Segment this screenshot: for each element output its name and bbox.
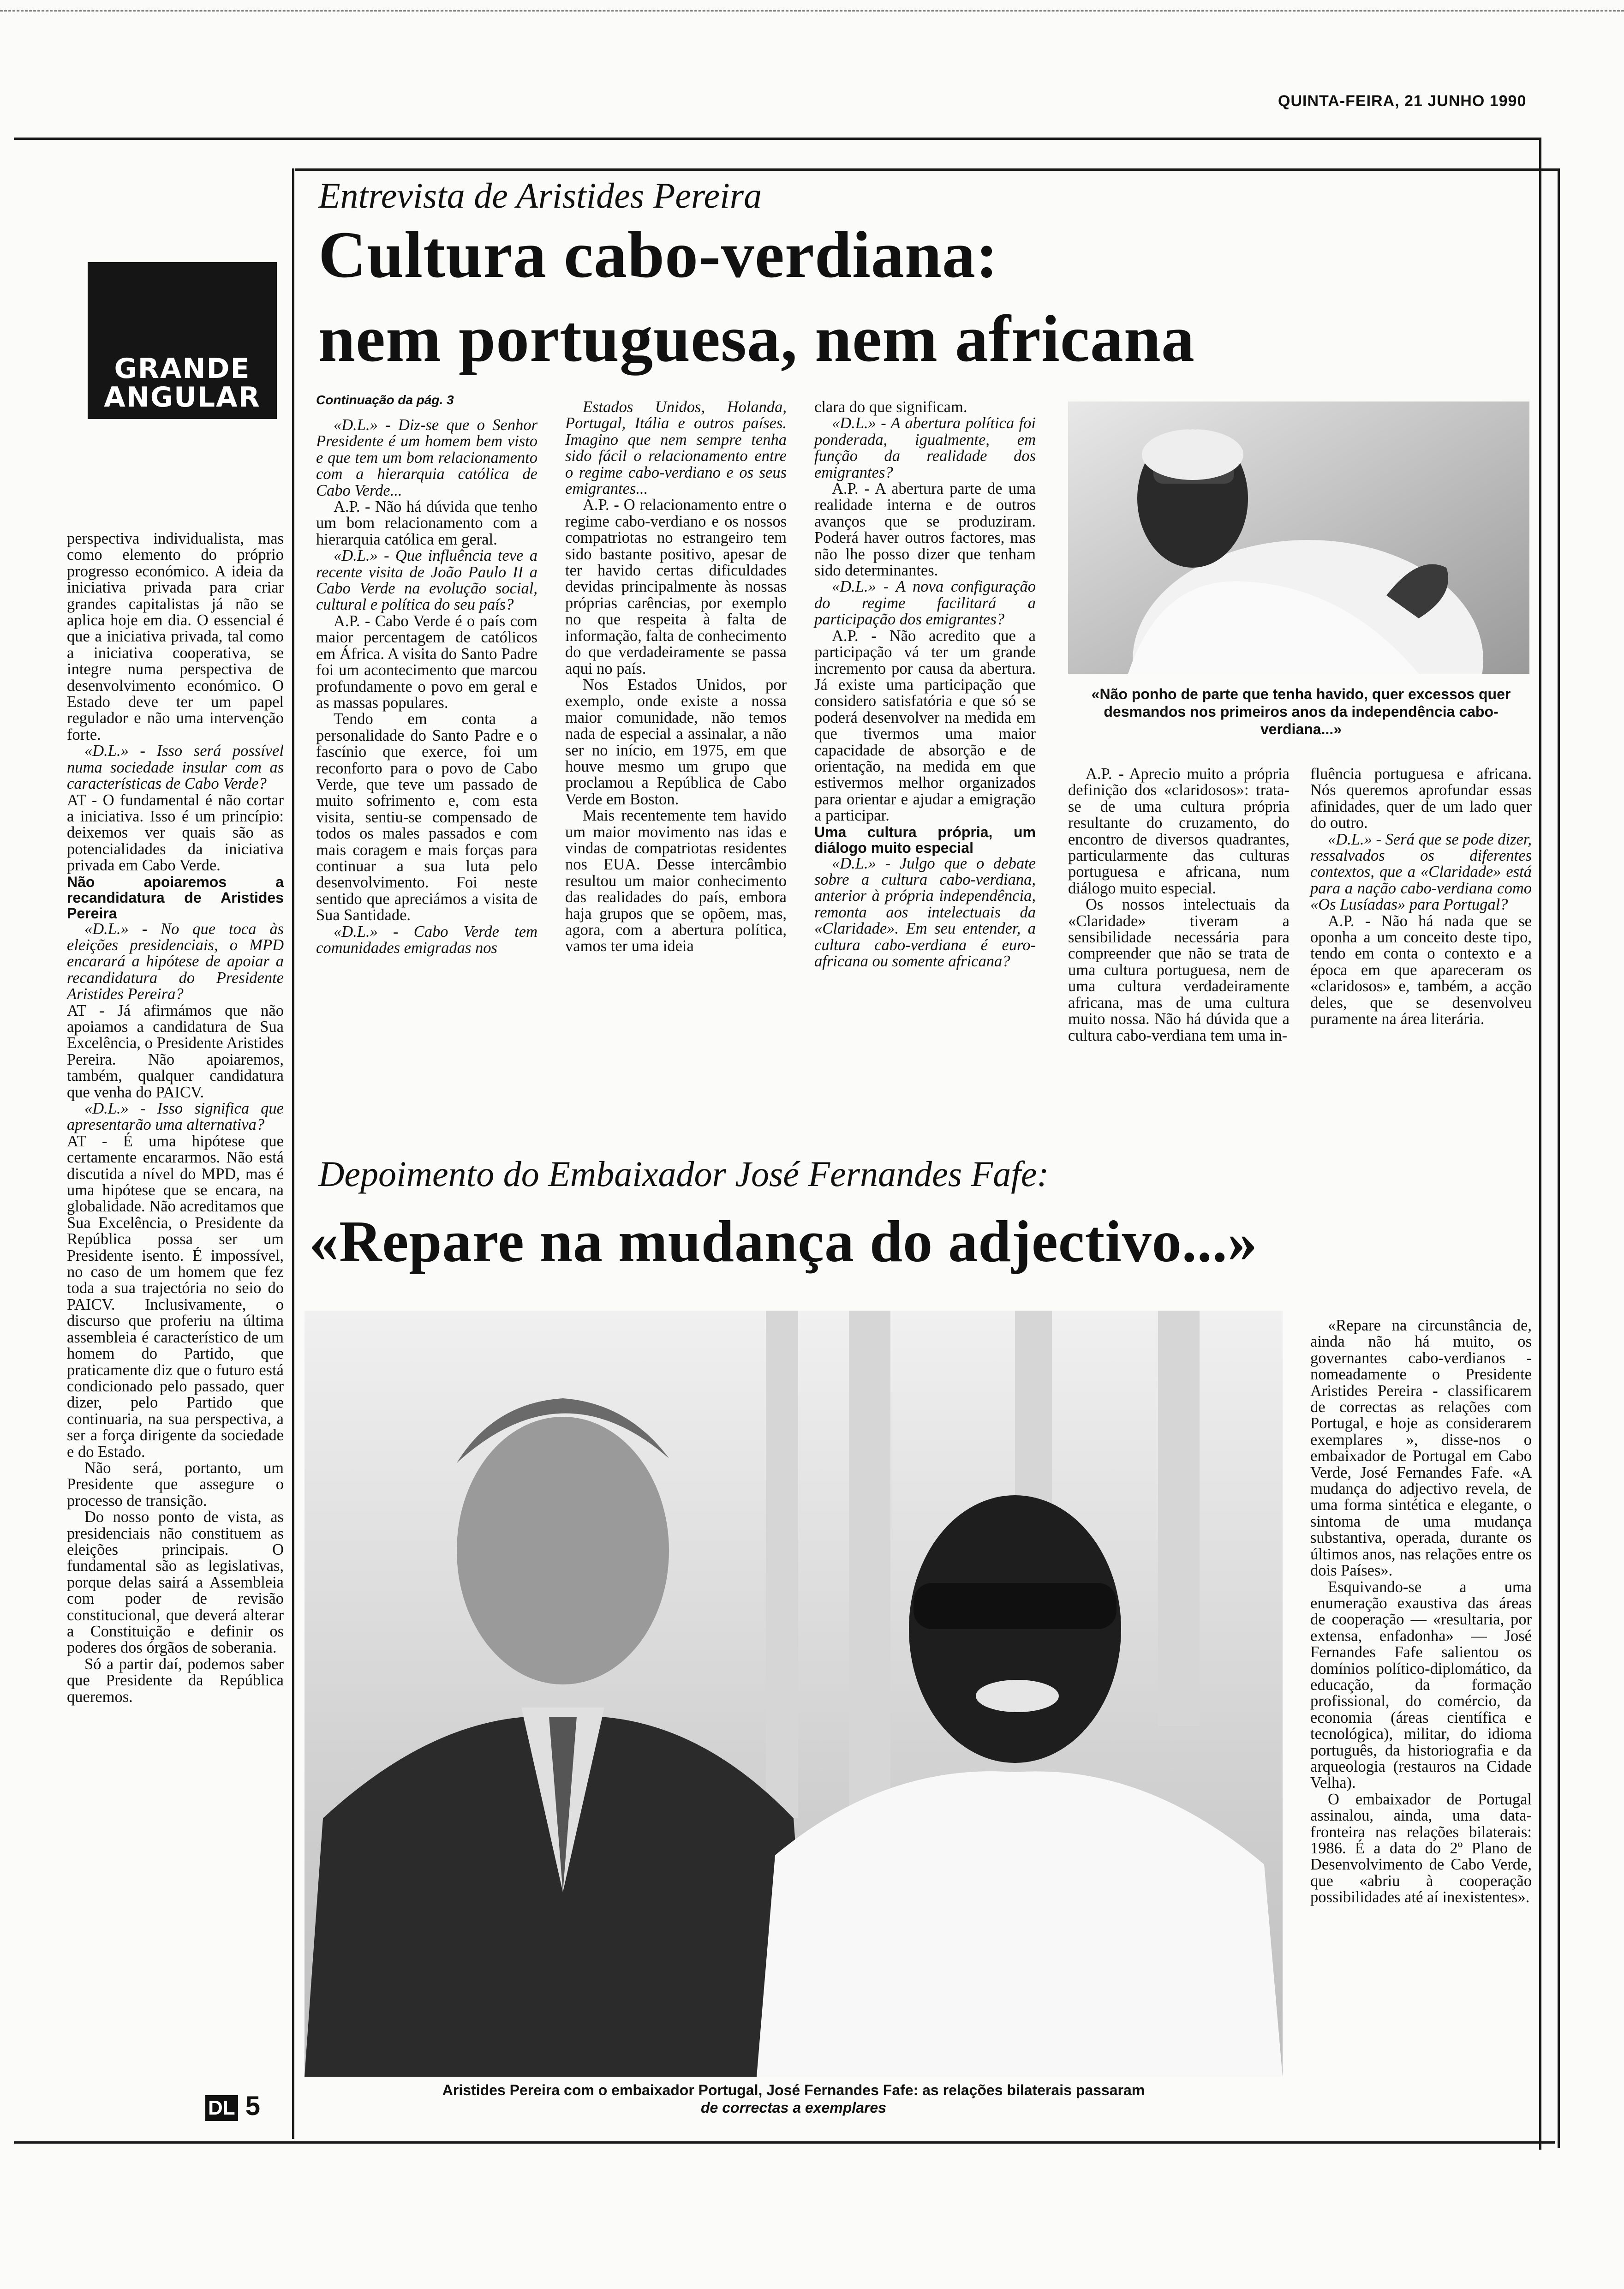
article1-photo-caption: «Não ponho de parte que tenha havido, quer excessos quer desmandos nos primeiros anos da independência cabo-verdiana...»	[1091, 686, 1511, 737]
paragraph: O embaixador de Portugal assinalou, ainda, uma data-fronteira nas relações bilaterais: 1986. É a data do 2º Plano de Desenvolvimento de Cabo Verde, que «abriu à cooperação possibilidades até aí inexistentes».	[1310, 1790, 1532, 1906]
frame-right-rule	[1539, 138, 1541, 2150]
paragraph: «D.L.» - Isso significa que apresentarão uma alternativa?	[67, 1100, 284, 1134]
pereira-and-ambassador-photo	[304, 1311, 1283, 2077]
paragraph: Mais recentemente tem havido um maior movimento nas idas e vindas de compatriotas residentes nos EUA. Desse intercâmbio resultou um maior conhecimento das realidades do país, embora haja grupos que se opõem, mas, agora, com a abertura política, vamos ter uma ideia	[565, 807, 787, 955]
publication-logo: DL	[205, 2095, 238, 2121]
paragraph: «D.L.» - Diz-se que o Senhor Presidente é um homem bem visto e que tem um bom relacionamento com a hierarquia católica de Cabo Verde...	[316, 416, 537, 499]
continued-from-label: Continuação da pág. 3	[316, 393, 454, 407]
paragraph: «D.L.» - Cabo Verde tem comunidades emigradas nos	[316, 923, 537, 957]
paragraph: «D.L.» - Será que se pode dizer, ressalvados os diferentes contextos, que a «Claridade» está para a nação cabo-verdiana como «Os Lusíadas» para Portugal?	[1310, 830, 1532, 914]
article1-column-3	[814, 399, 1036, 970]
paragraph: A.P. - A abertura parte de uma realidade interna e de outros avanços que se produziram. Poderá haver outros factores, mas não lhe posso dizer que tenham sido determinantes.	[814, 480, 1036, 580]
paragraph: Esquivando-se a uma enumeração exaustiva das áreas de cooperação — «resultaria, por extensa, enfadonha» — José Fernandes Fafe salientou os domínios político-diplomático, da educação, da formação profissional, do comércio, da economia (áreas científica e tecnológica), militar, do idioma português, da historiografia e da arqueologia (restauros na Cidade Velha).	[1310, 1578, 1532, 1792]
paragraph: fluência portuguesa e africana. Nós queremos aprofundar essas afinidades, quer de um lado quer do outro.	[1310, 765, 1532, 832]
paragraph: AT - É uma hipótese que certamente encararmos. Não está discutida a nível do MPD, mas é uma hipótese que se encara, na globalidade. Não acreditamos que Sua Excelência, o Presidente da República possa ser um Presidente isento. É impossível, no caso de um homem que fez toda a sua trajectória no seio do PAICV. Inclusivamente, o discurso que proferiu na última assembleia é característico de um homem do Partido, que praticamente diz que o futuro está condicionado pelo passado, quer dizer, pelo Partido que continuaria, na sua perspectiva, a ser a força dirigente da sociedade e do Estado.	[67, 1132, 284, 1461]
paragraph: «D.L.» - Isso será possível numa sociedade insular com as características de Cabo Verde?	[67, 742, 284, 793]
paragraph: «D.L.» - Que influência teve a recente visita de João Paulo II a Cabo Verde na evolução social, cultural e política do seu país?	[316, 547, 537, 614]
article1-right-rule	[1558, 168, 1560, 2148]
bottom-rule	[14, 2141, 1555, 2144]
section-badge-line2: ANGULAR	[104, 381, 261, 413]
paragraph: Tendo em conta a personalidade do Santo Padre e o fascínio que exerce, foi um reconforto para o povo de Cabo Verde, que teve um passado de muito sofrimento e, com esta visita, sentiu-se compensado de todos os males passados e com mais coragem e mais forças para continuar a sua luta pelo desenvolvimento. Foi neste sentido que apreciámos a visita de Sua Santidade.	[316, 710, 537, 924]
article1-kicker: Entrevista de Aristides Pereira	[318, 175, 762, 216]
paragraph: A.P. - Não acredito que a participação vá ter um grande incremento por causa da abertura. Já existe uma participação que considero satisfatória e que só se poderá desenvolver na medida em que tivermos uma maior capacidade de absorção e de orientação, na medida em que estivermos melhor organizados para orientar e ajudar a emigração a participar.	[814, 627, 1036, 825]
article1-top-rule	[295, 168, 1559, 171]
page-number-value: 5	[245, 2091, 261, 2121]
article1-column-5	[1310, 766, 1532, 1028]
issue-date: QUINTA-FEIRA, 21 JUNHO 1990	[1278, 92, 1527, 110]
paragraph: Do nosso ponto de vista, as presidenciais não constituem as eleições principais. O fundamental são as legislativas, porque delas sairá a Assembleia com poder de revisão constitucional, que deverá alterar a Constituição e definir os poderes dos órgãos de soberania.	[67, 1508, 284, 1657]
article2-right-column	[1310, 1318, 1532, 1906]
article2-headline: «Repare na mudança do adjectivo...»	[309, 1209, 1258, 1274]
page-number	[205, 2091, 260, 2121]
paragraph: «D.L.» - No que toca às eleições presidenciais, o MPD encarará a hipótese de apoiar a recandidatura do Presidente Aristides Pereira?	[67, 920, 284, 1003]
frame-top-rule	[14, 138, 1541, 140]
article2-photo-caption-line2: de correctas a exemplares	[700, 2099, 887, 2116]
paragraph: Nos Estados Unidos, por exemplo, onde existe a nossa maior comunidade, não temos nada de especial a assinalar, a não ser no início, em 1975, em que houve mesmo um grupo que proclamou a República de Cabo Verde em Boston.	[565, 676, 787, 808]
article2-kicker: Depoimento do Embaixador José Fernandes Fafe:	[318, 1154, 1049, 1194]
top-rule	[0, 10, 1624, 12]
paragraph: A.P. - Aprecio muito a própria definição dos «claridosos»: trata-se de uma cultura própria resultante do cruzamento, do encontro de diversos quadrantes, particularmente das culturas portuguesa e africana, num diálogo muito especial.	[1068, 765, 1290, 897]
paragraph: clara do que significam.	[814, 398, 967, 416]
paragraph: «D.L.» - A abertura política foi ponderada, igualmente, em função da realidade dos emigrantes?	[814, 414, 1036, 481]
article1-column-1	[316, 392, 537, 956]
paragraph: Estados Unidos, Holanda, Portugal, Itália e outros países. Imagino que nem sempre tenha sido fácil o relacionamento entre o regime cabo-verdiano e os seus emigrantes...	[565, 398, 787, 498]
paragraph: A.P. - Cabo Verde é o país com maior percentagem de católicos em África. A visita do Santo Padre foi um acontecimento que marcou profundamente o povo em geral e as massas populares.	[316, 612, 537, 712]
paragraph: A.P. - Não há dúvida que tenho um bom relacionamento com a hierarquia católica em geral.	[316, 498, 537, 548]
paragraph: AT - O fundamental é não cortar a iniciativa. Isso é um princípio: deixemos ver quais são as potencialidades da iniciativa privada em Cabo Verde.	[67, 791, 284, 875]
section-badge	[88, 262, 277, 419]
article2-photo-caption-line1: Aristides Pereira com o embaixador Portugal, José Fernandes Fafe: as relações bilaterais passaram	[442, 2082, 1145, 2098]
paragraph: A.P. - Não há nada que se oponha a um conceito deste tipo, tendo em conta o contexto e a época em que apareceram os «claridosos» e, também, a acção deles, que se desenvolveu puramente na área literária.	[1310, 912, 1532, 1028]
article1-column-2	[565, 399, 787, 955]
section-badge-line1: GRANDE	[114, 353, 251, 385]
paragraph: perspectiva individualista, mas como elemento do próprio progresso económico. A ideia da iniciativa privada para criar grandes capitalistas já não se aplica hoje em dia. O essencial é que a iniciativa privada, tal como a iniciativa cooperativa, se integre numa perspectiva de desenvolvimento económico. O Estado deve ter um papel regulador e não uma intervenção forte.	[67, 530, 284, 743]
paragraph: Os nossos intelectuais da «Claridade» tiveram a sensibilidade necessária para compreender que não se trata de uma cultura portuguesa, nem de uma cultura verdadeiramente africana, mas de uma cultura muito nossa. Não há dúvida que a cultura cabo-verdiana tem uma in-	[1068, 896, 1290, 1044]
paragraph: A.P. - O relacionamento entre o regime cabo-verdiano e os nossos compatriotas no estrangeiro tem sido bastante positivo, apesar de ter havido certas dificuldades devidas principalmente às nossas próprias carências, por exemplo no que respeita à falta de informação, falta de conhecimento do que verdadeiramente se passa aqui no país.	[565, 496, 787, 677]
paragraph: AT - Já afirmámos que não apoiamos a candidatura de Sua Excelência, o Presidente Aristides Pereira. Não apoiaremos, também, qualquer candidatura que venha do PAICV.	[67, 1001, 284, 1101]
paragraph: Só a partir daí, podemos saber que Presidente da República queremos.	[67, 1655, 284, 1706]
subheading: Uma cultura própria, um diálogo muito especial	[814, 823, 1036, 856]
paragraph: Não será, portanto, um Presidente que assegure o processo de transição.	[67, 1459, 284, 1510]
subheading: Não apoiaremos a recandidatura de Aristides Pereira	[67, 873, 284, 922]
article1-headline-line2: nem portuguesa, nem africana	[318, 302, 1195, 376]
article1-column-4	[1068, 766, 1290, 1044]
article1-headline-line1: Cultura cabo-verdiana:	[318, 218, 998, 292]
left-column-text	[67, 531, 284, 1705]
paragraph: «Repare na circunstância de, ainda não há muito, os governantes cabo-verdianos - nomeadamente o Presidente Aristides Pereira - classificarem de correctas as relações com Portugal, e hoje as considerarem exemplares », disse-nos o embaixador de Portugal em Cabo Verde, José Fernandes Fafe. «A mudança do adjectivo revela, de uma forma sintética e elegante, o sintoma de uma mudança substantiva, operada, durante os últimos anos, nas relações entre os dois Países».	[1310, 1317, 1532, 1580]
paragraph: «D.L.» - Julgo que o debate sobre a cultura cabo-verdiana, anterior à própria independência, remonta aos intelectuais da «Claridade». Em seu entender, a cultura cabo-verdiana é euro-africana ou somente africana?	[814, 854, 1036, 970]
article2-photo-caption	[304, 2081, 1283, 2116]
left-column-rule	[292, 168, 294, 2139]
paragraph: «D.L.» - A nova configuração do regime facilitará a participação dos emigrantes?	[814, 578, 1036, 629]
aristides-pereira-photo	[1068, 401, 1529, 674]
